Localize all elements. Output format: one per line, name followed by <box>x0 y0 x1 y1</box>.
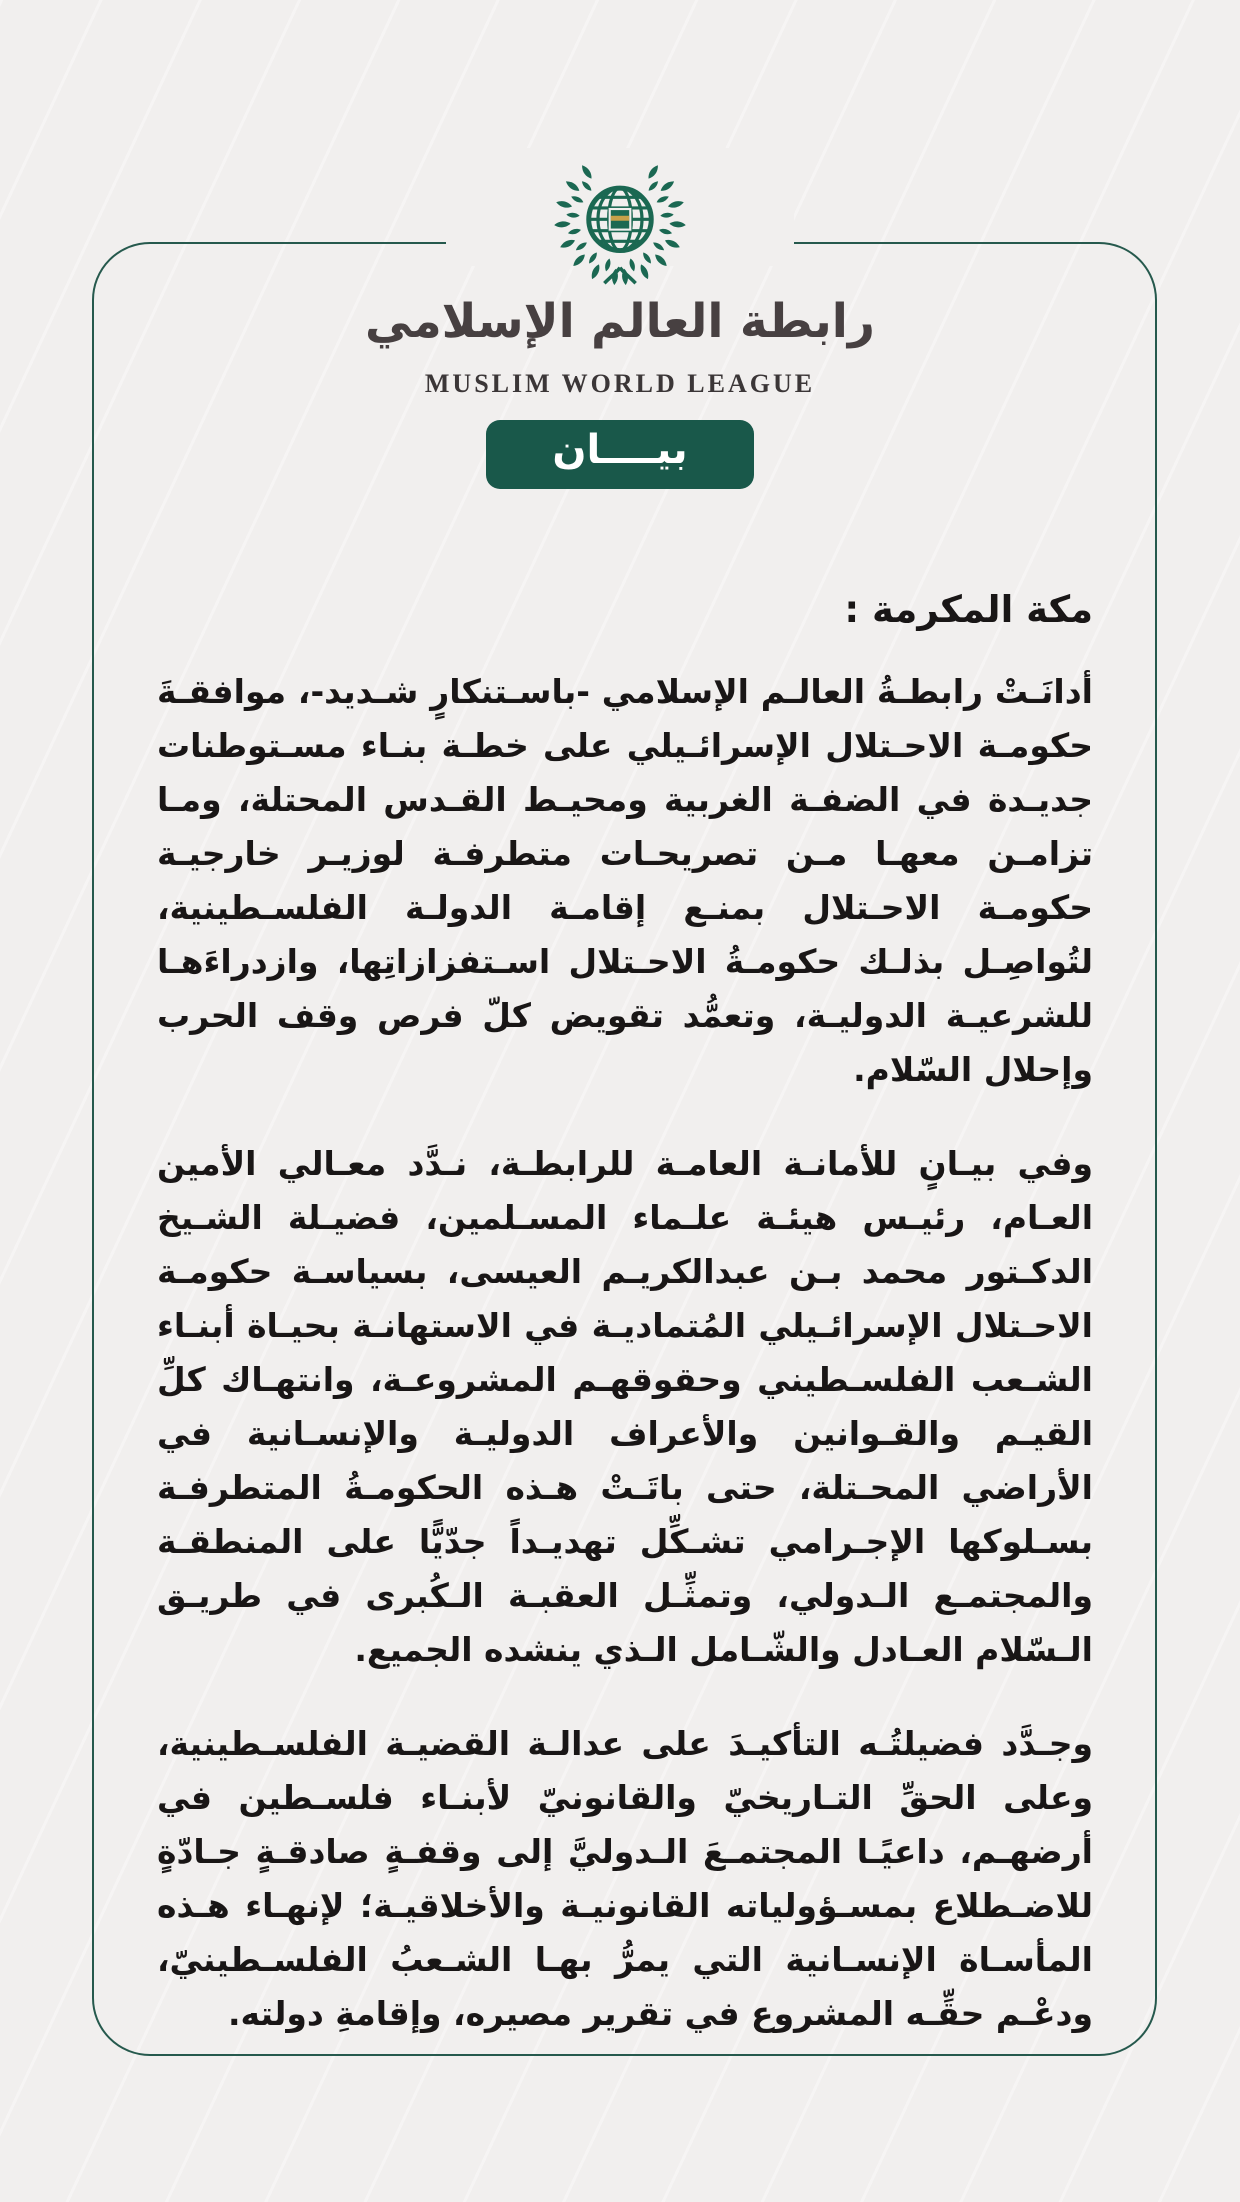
statement-body <box>157 588 1093 2081</box>
latin-wordmark: MUSLIM WORLD LEAGUE <box>424 369 816 398</box>
statement-paragraph-1: أدانَـتْ رابطـةُ العالـم الإسلامي -باسـتنكارٍ شـديد-، موافقـةَ حكومـة الاحـتلال الإسرائـيلي على خطـة بنـاء مسـتوطنات جديـدة في الضفـة الغربية ومحيـط القـدس المحتلة، ومـا تزامـن معهـا مـن تصريحـات متطرفـة لوزيـر خارجيـة حكومـة الاحـتلال بمنـع إقامـة الدولـة الفلسـطينية، لتُواصِـل بذلـك حكومـةُ الاحـتلال اسـتفزازاتِها، وازدراءَهـا للشرعيـة الدوليـة، وتعمُّد تقويض كلّ فرص وقف الحرب وإحلال السّلام. <box>157 672 1093 1089</box>
logo-block <box>446 148 794 266</box>
kaaba-icon <box>609 208 632 231</box>
dateline-heading: مكة المكرمة : <box>844 588 1093 631</box>
mwl-globe-wreath-icon <box>549 154 691 296</box>
statement-paragraph-2: وفي بيـانٍ للأمانـة العامـة للرابطـة، نـدَّد معـالي الأمين العـام، رئيـس هيئـة علـماء المسـلمين، فضيـلة الشـيخ الدكـتور محمد بـن عبدالكريـم العيسى، بسياسـة حكومـة الاحـتلال الإسرائـيلي المُتماديـة في الاستهانـة بحيـاة أبنـاء الشـعب الفلسـطيني وحقوقهـم المشروعـة، وانتهـاك كلِّ القيـم والقـوانين والأعراف الدوليـة والإنسـانية في الأراضي المحـتلة، حتى باتَـتْ هـذه الحكومـةُ المتطرفـة بسـلوكها الإجـرامي تشـكِّل تهديـداً جدّيًّا على المنطقـة والمجتمـع الـدولي، وتمثِّـل العقبـة الـكُبرى في طريـق الـسّلام العـادل والشّـامل الـذي ينشده الجميع. <box>157 1144 1093 1669</box>
globe-icon <box>589 188 651 250</box>
arabic-wordmark: رابطة العالم الإسلامي <box>365 294 875 349</box>
statement-banner <box>486 420 754 489</box>
statement-paragraph-3: وجـدَّد فضيلتُـه التأكيـدَ على عدالـة القضيـة الفلسـطينية، وعلى الحقِّ التـاريخيّ والقانونيّ لأبنـاء فلسـطين في أرضهـم، داعيًـا المجتمـعَ الـدوليَّ إلى وقفـةٍ صادقـةٍ جـادّةٍ للاضـطلاع بمسـؤولياته القانونيـة والأخلاقيـة؛ لإنهـاء هـذه المأسـاة الإنسـانية التي يمرُّ بهـا الشـعبُ الفلسـطينيّ، ودعْـم حقِّـه المشروع في تقرير مصيره، وإقامةِ دولته. <box>157 1724 1093 2033</box>
banner-label: بيــــان <box>552 426 688 473</box>
